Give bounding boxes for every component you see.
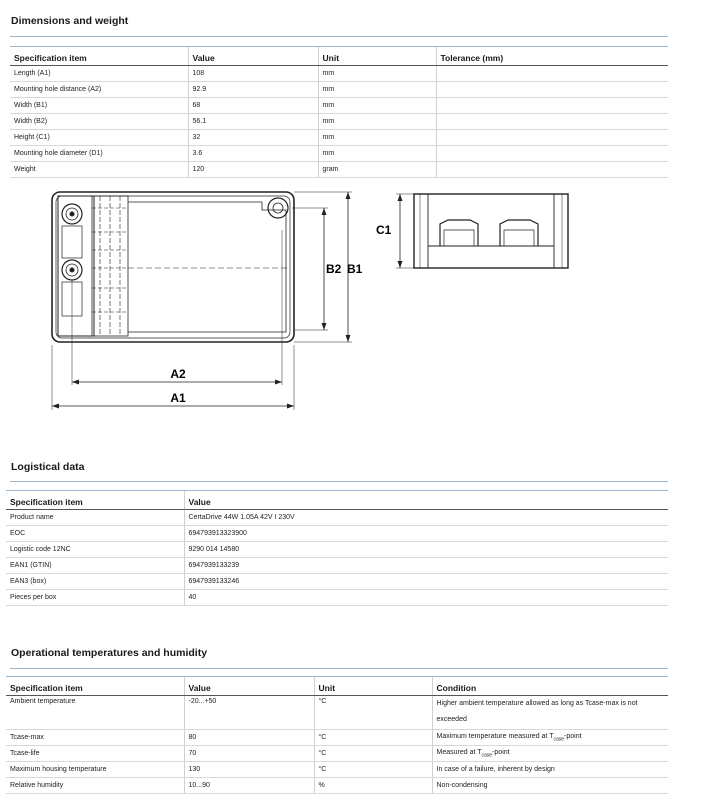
spec-unit: % [314, 778, 432, 794]
spec-unit: mm [318, 82, 436, 98]
column-header: Tolerance (mm) [436, 47, 668, 66]
column-header: Specification item [6, 677, 184, 696]
section-title-operational: Operational temperatures and humidity [11, 647, 208, 659]
table-row [10, 162, 668, 178]
section-divider [10, 481, 668, 482]
spec-value: 694793913323900 [184, 526, 668, 542]
spec-item: EOC [6, 526, 184, 542]
spec-tolerance [436, 114, 668, 130]
dimension-drawing [0, 180, 705, 420]
spec-tolerance [436, 146, 668, 162]
spec-item: EAN3 (box) [6, 574, 184, 590]
spec-condition: In case of a failure, inherent by design [432, 762, 668, 778]
spec-unit: °C [314, 762, 432, 778]
table-row [6, 778, 668, 794]
table-row [6, 746, 668, 762]
column-header: Specification item [10, 47, 188, 66]
spec-item: Length (A1) [10, 66, 188, 82]
spec-item: EAN1 (GTIN) [6, 558, 184, 574]
table-row [6, 762, 668, 778]
condition-text: Maximum temperature measured at T [436, 732, 554, 740]
table-row [6, 526, 668, 542]
column-header: Unit [314, 677, 432, 696]
column-header: Value [184, 677, 314, 696]
column-header: Value [188, 47, 318, 66]
spec-value: 80 [184, 730, 314, 746]
dimensions-table [10, 46, 668, 178]
logistics-table [6, 490, 668, 606]
spec-item: Maximum housing temperature [6, 762, 184, 778]
arrow-head [398, 194, 403, 201]
spec-value: -20...+50 [184, 696, 314, 730]
side-view [396, 194, 568, 268]
spec-item: Height (C1) [10, 130, 188, 146]
spec-condition: Higher ambient temperature allowed as long as Tcase-max is not exceeded [432, 696, 668, 730]
column-header: Specification item [6, 491, 184, 510]
spec-tolerance [436, 98, 668, 114]
spec-tolerance [436, 130, 668, 146]
spec-value: 9290 014 14580 [184, 542, 668, 558]
condition-text: Measured at T [436, 748, 482, 756]
dimension-label-b1: B1 [347, 262, 363, 276]
spec-value: 3.6 [188, 146, 318, 162]
table-row [10, 114, 668, 130]
table-row [10, 82, 668, 98]
spec-item: Relative humidity [6, 778, 184, 794]
spec-unit: mm [318, 130, 436, 146]
vertical-dimensions [292, 192, 352, 342]
spec-item: Mounting hole diameter (D1) [10, 146, 188, 162]
spec-item: Tcase-life [6, 746, 184, 762]
section-divider [10, 668, 668, 669]
table-row [6, 730, 668, 746]
spec-condition: Non-condensing [432, 778, 668, 794]
spec-item: Width (B1) [10, 98, 188, 114]
spec-unit: °C [314, 730, 432, 746]
spec-item: Width (B2) [10, 114, 188, 130]
section-title-dimensions: Dimensions and weight [11, 15, 129, 27]
column-header: Unit [318, 47, 436, 66]
subscript: case [553, 736, 565, 743]
column-header: Condition [432, 677, 668, 696]
spec-tolerance [436, 66, 668, 82]
spec-value: 130 [184, 762, 314, 778]
spec-item: Logistic code 12NC [6, 542, 184, 558]
spec-value: 32 [188, 130, 318, 146]
table-row [6, 510, 668, 526]
spec-unit: gram [318, 162, 436, 178]
condition-text: -point [564, 732, 582, 740]
subscript: case [481, 752, 493, 759]
spec-item: Mounting hole distance (A2) [10, 82, 188, 98]
spec-condition [432, 746, 668, 762]
table-row [10, 130, 668, 146]
spec-value: 92.9 [188, 82, 318, 98]
spec-item: Ambient temperature [6, 696, 184, 730]
dimension-label-c1: C1 [376, 223, 392, 237]
spec-value: 68 [188, 98, 318, 114]
spec-value: 6947939133246 [184, 574, 668, 590]
spec-value: 10...90 [184, 778, 314, 794]
operational-table [6, 676, 668, 794]
dimension-label-b2: B2 [326, 262, 342, 276]
column-header: Value [184, 491, 668, 510]
spec-value: 108 [188, 66, 318, 82]
spec-unit: mm [318, 98, 436, 114]
spec-value: 120 [188, 162, 318, 178]
horizontal-dimensions [52, 230, 294, 410]
spec-unit: mm [318, 114, 436, 130]
table-row [10, 146, 668, 162]
spec-value: 40 [184, 590, 668, 606]
dimension-label-a2: A2 [170, 367, 186, 381]
table-row [10, 98, 668, 114]
spec-value: 6947939133239 [184, 558, 668, 574]
section-title-logistics: Logistical data [11, 461, 85, 473]
table-row [6, 574, 668, 590]
spec-tolerance [436, 162, 668, 178]
arrow-head [398, 261, 403, 268]
spec-value: CertaDrive 44W 1.05A 42V I 230V [184, 510, 668, 526]
table-row [6, 558, 668, 574]
spec-value: 70 [184, 746, 314, 762]
dimension-label-a1: A1 [170, 391, 186, 405]
top-view [52, 192, 294, 342]
condition-text: -point [492, 748, 510, 756]
spec-item: Weight [10, 162, 188, 178]
spec-condition [432, 730, 668, 746]
spec-item: Pieces per box [6, 590, 184, 606]
spec-item: Tcase-max [6, 730, 184, 746]
spec-unit: mm [318, 66, 436, 82]
spec-unit: mm [318, 146, 436, 162]
section-divider [10, 36, 668, 37]
spec-unit: °C [314, 696, 432, 730]
table-row [6, 590, 668, 606]
spec-item: Product name [6, 510, 184, 526]
table-row [6, 542, 668, 558]
table-row [10, 66, 668, 82]
spec-unit: °C [314, 746, 432, 762]
spec-value: 56.1 [188, 114, 318, 130]
table-row [6, 696, 668, 730]
spec-tolerance [436, 82, 668, 98]
